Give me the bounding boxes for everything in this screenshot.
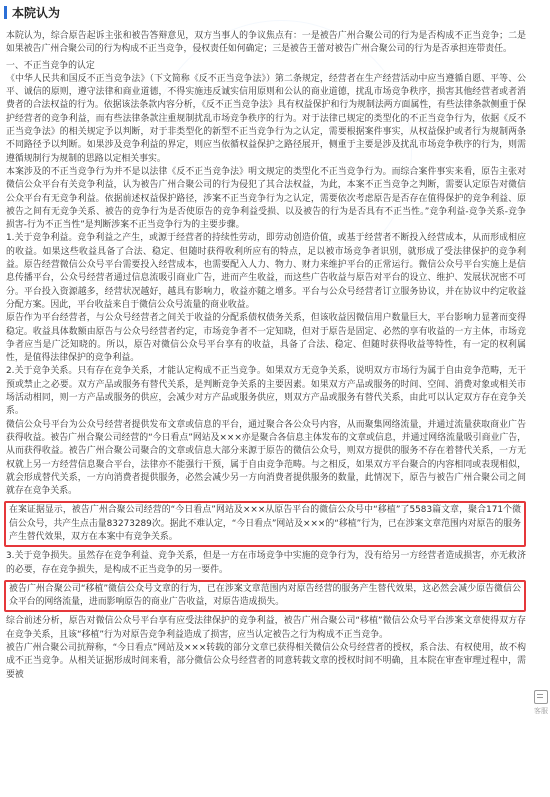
paragraph-competitive-interest: 1.关于竞争利益。竞争利益之产生，或源于经营者的持续性劳动，即劳动创造价值，或基于经营者不断投入经营成本，从而形成相应的收益。如果这些收益具备了合法、稳定、但随时获得收利所应有的特点，足以被市场竞争者识别，就形成了受法律保护的竞争利益。原告经营微信公众号平台需要投入经营成本，也需要配入人力、物力、财力来维护平台的正常运行。微信公众号平台实施上是信息传播平台，公众号经营者通过信息流吸引商业广告，进而产生收益，而这些广告收益与原告对平台的设立、维护、发展状况密不可分。平台投入资源越多，经营状况越好，越具有影响力，收益亦随之增多。平台与公众号经营者订立服务协议，并在协议中约定收益分配方案。因此，平台收益来自于微信公众号流量的商业收益。 [6, 233, 526, 310]
paragraph-case-analysis: 本案涉及的不正当竞争行为并不是以法律《反不正当竞争法》明文规定的类型化不正当竞争行为。而综合案件事实来看，原告主张对微信公众平台有关竞争利益，认为被告广州合聚公司的行为侵犯了其合法权益，为此，本案不正当竞争之判断，需要认定原告对微信公众平台有无竞争利益。依据前述权益保护路径，涉案不正当竞争行为之认定，需要依次考虑原告是否存在值得保护的竞争利益、原被告之间有无竞争关系、被告的竞争行为是否使原告的竞争利益受损、以及被告的行为是否具有不正当性。”竞争利益-竞争关系-竞争损害-行为不正当性”是判断涉案不正当竞争行为的主要步骤。 [6, 166, 526, 231]
paragraph-platform-comparison: 微信公众号平台为公众号经营者提供发布文章或信息的平台，通过聚合各公众号内容，从而聚集网络流量，并通过流量获取商业广告获得收益。被告广州合聚公司经营的“今日看点”网站及×××亦是聚合各信息主体发布的文章或信息，并通过网络流量吸引商业广告，从而获得收益。被告广州合聚公司聚合的文章或信息大部分来源于原告的微信公众号，则双方提供的服务不存在着替代关系，一方无权就上另一方经营信息聚合平台，法律亦不能强行干预，属于自由竞争范畴。与之相反，如果双方平台聚合的内容相同或表现相似，就会形成替代关系，一方向消费者提供服务，必然会减少另一方向消费者提供服务的数量，此情况下，原告与被告广州合聚公司之间就存在竞争关系。 [6, 419, 526, 497]
paragraph-competitive-loss: 3.关于竞争损失。虽然存在竞争利益、竞争关系，但是一方在市场竞争中实施的竞争行为，没有给另一方经营者造成损害，亦无救济的必要，存在竞争损失，是构成不正当竞争的另一要件。 [6, 551, 526, 575]
section-heading [4, 4, 60, 20]
document-body [6, 30, 526, 682]
paragraph-conclusion: 综合前述分析，原告对微信公众号平台享有应受法律保护的竞争利益，被告广州合聚公司“移植”微信公众号平台涉案文章使得双方存在竞争关系，且该“移植”行为对原告竞争利益造成了损害，应当认定被告之行为构成不正当竞争。 [6, 616, 526, 640]
paragraph-heading-unfair-competition: 一、不正当竞争的认定 [6, 60, 95, 71]
paragraph-intro: 本院认为，综合原告起诉主张和被告答辩意见，双方当事人的争议焦点有：一是被告广州合聚公司的行为是否构成不正当竞争；二是如果被告广州合聚公司的行为构成不正当竞争，侵权责任如何确定；三是被告王蕾对被告广州合聚公司的行为是否承担连带责任。 [6, 31, 526, 55]
chat-icon[interactable] [534, 690, 548, 704]
paragraph-defense: 被告广州合聚公司抗辩称，“今日看点”网站及×××转载的部分文章已获得相关微信公众号经营者的授权，系合法、有权使用，故不构成不正当竞争。从相关证据形成时间来看，部分微信公众号经营者的同意转载文章的授权时间不明确，且本院在审查审理过程中，需要被 [6, 643, 526, 680]
highlight-text-evidence: 在案证据显示，被告广州合聚公司经营的“今日看点”网站及×××从原告平台的微信公众号中“移植”了5583篇文章，聚合171个微信公众号，共产生点击量83273289次。据此不难认定，“今日看点”网站及×××的“移植”行为，已在涉案文章范围内对原告的服务产生替代效果，双方在本案中有竞争关系。 [9, 505, 521, 542]
paragraph-platform-interest: 原告作为平台经营者，与公众号经营者之间关于收益的分配系债权债务关系，但该收益因微信用户数量巨大，平台影响力显著而变得稳定。收益具体数额由原告与公众号经营者约定，市场竞争者不一定知晓，但对于原告是固定、必然的享有收益的一方主体，市场竞争者应当是广泛知晓的。所以，原告对微信公众号平台享有的收益，具备了合法、稳定、但随时获得收益等特性，有一定的权利属性，是值得法律保护的竞争利益。 [6, 313, 526, 364]
heading-accent-bar [4, 6, 7, 19]
highlight-box-evidence [4, 501, 526, 547]
highlight-box-loss [4, 580, 526, 613]
paragraph-law-article: 《中华人民共和国反不正当竞争法》（下文简称《反不正当竞争法》）第二条规定，经营者在生产经营活动中应当遵循自愿、平等、公平、诚信的原则，遵守法律和商业道德，不得实施违反诚实信用原则和公认的商业道德，扰乱市场竞争秩序，损害其他经营者或者消费者的合法权益的行为。依据该法条款内容分析，《反不正当竞争法》具有权益保护和行为规制法两方面属性，有些法律条款侧重于保护经营者的竞争利益，而有些法律条款注重规制扰乱市场竞争秩序的行为。对于法律已规定的类型化的不正当竞争行为，依据《反不正当竞争法》的相关规定予以判断，对于非类型化的新型不正当竞争行为之认定，需要根据案件事实，从权益保护或者行为规制两条不同路径予以判断。如果涉及竞争利益的界定，则应当依循权益保护之路径展开，侧重于主要是涉及扰乱市场竞争秩序的行为，则需遵循规制行为规制的思路以定相关事实。 [6, 73, 526, 164]
side-service-widget[interactable] [533, 690, 549, 716]
section-title: 本院认为 [12, 5, 61, 20]
highlight-text-loss: 被告广州合聚公司“移植”微信公众号文章的行为，已在涉案文章范围内对原告经营的服务产生替代效果，这必然会减少原告微信公众平台的网络流量，进而影响原告的商业广告收益，对原告造成损失。 [9, 583, 521, 608]
side-widget-label[interactable]: 客服 [534, 707, 548, 715]
paragraph-competitive-relationship: 2.关于竞争关系。只有存在竞争关系，才能认定构成不正当竞争。如果双方无竞争关系，说明双方市场行为属于自由竞争范畴，无干预或禁止之必要。双方产品或服务有替代关系，是判断竞争关系的主要因素。如果双方产品或服务的时间、空间、消费对象或相关市场活动相同，则一方产品或服务的供应，会减少对方产品或服务供应，则双方产品或服务有替代关系，由此可以认定双方存在竞争关系。 [6, 366, 526, 417]
